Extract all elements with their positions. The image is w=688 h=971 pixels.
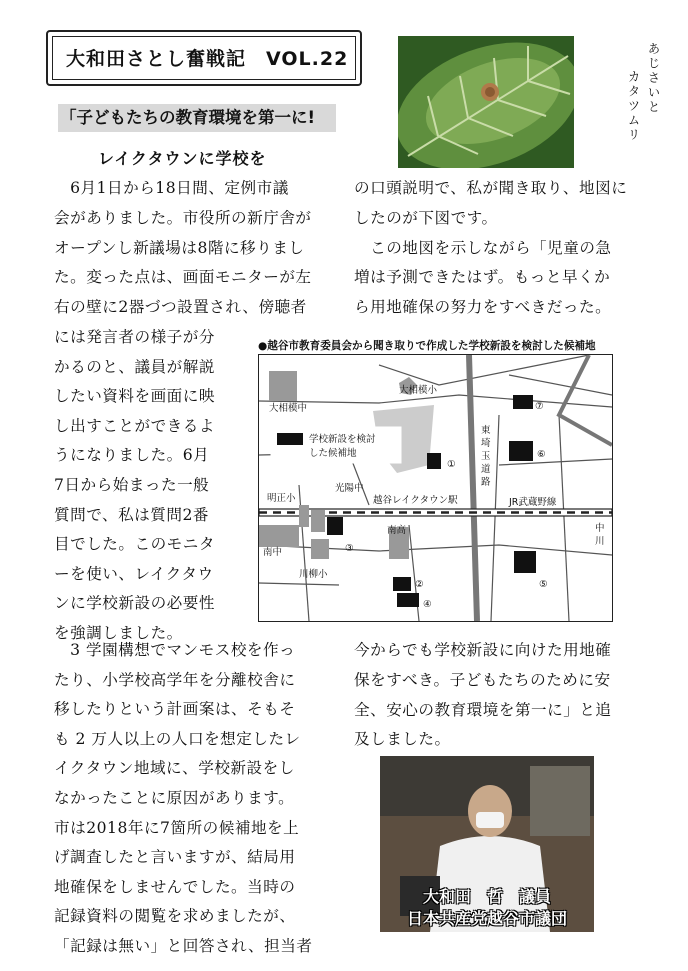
map-label-jr-line: JR武蔵野線	[509, 497, 557, 508]
text-line: オープンし新議場は8階に移りまし	[54, 238, 305, 257]
candidate-number-2: ②	[415, 579, 424, 590]
page-title: 大和田さとし奮戦記 VOL.22	[66, 48, 349, 70]
map-label-minami-chu: 南中	[263, 547, 283, 558]
text-line: には発言者の様子が分	[54, 328, 215, 346]
text-line: し出すことができるよ	[54, 416, 215, 435]
text-line: したのが下図です。	[354, 208, 498, 227]
candidate-2-site	[393, 577, 411, 591]
councilor-photo	[380, 756, 594, 932]
map-label-meisei-sho: 明正小	[267, 493, 296, 504]
text-line: げ調査したと言いますが、結局用	[54, 848, 296, 867]
article-headline: 「子どもたちの教育環境を第一に!	[58, 104, 336, 132]
text-line: 7日から始まった一般	[54, 476, 210, 494]
candidate-6-site	[509, 441, 533, 461]
text-line: 3 学園構想でマンモス校を作っ	[54, 641, 296, 659]
map-label-ohsagami-chu: 大相模中	[269, 403, 308, 414]
candidate-sites-map	[258, 354, 613, 622]
map-title: ●越谷市教育委員会から聞き取りで作成した学校新設を検討した候補地	[258, 340, 596, 352]
road-label-char: 埼	[481, 438, 491, 449]
text-line: この地図を示しながら「児童の急	[354, 238, 612, 257]
candidate-number-6: ⑥	[537, 449, 546, 460]
map-label-ohsagami-sho: 大相模小	[399, 385, 438, 396]
text-line: ら用地確保の努力をすべきだった。	[354, 298, 612, 317]
candidate-number-3: ③	[345, 543, 354, 554]
text-line: 増は予測できたはず。もっと早くか	[354, 268, 611, 287]
text-line: 及しました。	[354, 730, 451, 749]
road-label-char: 路	[481, 477, 491, 488]
candidate-3-site	[327, 517, 343, 535]
text-line: ンに学校新設の必要性	[54, 594, 215, 613]
nakagawa-label-char: 中	[595, 523, 605, 534]
text-line: 「記録は無い」と回答され、担当者	[54, 937, 313, 955]
text-line: 市は2018年に7箇所の候補地を上	[54, 818, 300, 837]
text-line: 右の壁に2器づつ設置され、傍聴者	[54, 298, 307, 317]
candidate-5-site	[514, 551, 536, 573]
road-label-char: 東	[481, 425, 491, 436]
text-line: を強調しました。	[54, 624, 183, 642]
caption-line-2: カタツムリ	[626, 70, 641, 143]
map-label-kawayanagi-sho: 川柳小	[299, 569, 328, 580]
text-line: ーを使い、レイクタウ	[54, 564, 214, 583]
text-line: 移したりという計画案は、そもそ	[54, 700, 296, 719]
text-line: 目でした。このモニタ	[54, 535, 215, 554]
text-line: イクタウン地域に、学校新設をし	[54, 759, 295, 778]
text-line: 今からでも学校新設に向けた用地確	[354, 641, 612, 659]
photo-caption	[612, 42, 662, 162]
hydrangea-snail-photo	[398, 36, 574, 168]
councilor-party: 日本共産党越谷市議団	[406, 909, 567, 928]
candidate-7-site	[513, 395, 533, 409]
text-line: 6月1日から18日間、定例市議	[54, 179, 289, 197]
map-legend-line-1: 学校新設を検討	[309, 434, 376, 445]
text-line: 記録資料の閲覧を求めましたが、	[54, 907, 296, 926]
text-line: たり、小学校高学年を分離校舎に	[54, 670, 296, 689]
text-line: 会がありました。市役所の新庁舎が	[54, 208, 312, 227]
candidate-number-1: ①	[447, 459, 456, 470]
text-line: かるのと、議員が解説	[54, 357, 215, 376]
nakagawa-label-char: 川	[595, 536, 605, 547]
text-line: の口頭説明で、私が聞き取り、地図に	[354, 179, 628, 197]
road-label-char: 道	[481, 464, 491, 475]
map-label-kouyou-chu: 光陽中	[335, 483, 364, 494]
article-subheadline: レイクタウンに学校を	[98, 149, 267, 168]
text-line: なかったことに原因があります。	[54, 789, 295, 807]
text-line: したい資料を画面に映	[54, 387, 215, 406]
candidate-number-7: ⑦	[535, 401, 544, 412]
text-line: 地確保をしませんでした。当時の	[54, 877, 296, 896]
candidate-number-4: ④	[423, 599, 432, 610]
text-line: うになりました。6月	[54, 446, 210, 465]
candidate-4-site	[397, 593, 419, 607]
text-line: も 2 万人以上の人口を想定したレ	[54, 729, 301, 748]
text-line: 保をすべき。子どもたちのために安	[354, 670, 611, 689]
text-line: た。変った点は、画面モニターが左	[54, 268, 312, 287]
map-label-station: 越谷レイクタウン駅	[373, 495, 458, 506]
text-line: 質問で、私は質問2番	[54, 505, 209, 524]
map-label-nakagawa	[595, 522, 605, 547]
candidate-1-site	[427, 453, 441, 469]
caption-line-1: あじさいと	[646, 42, 661, 115]
map-legend-line-2: した候補地	[309, 448, 357, 459]
councilor-name: 大和田 哲 議員	[422, 887, 551, 906]
map-label-nankou: 南高	[387, 525, 407, 536]
road-label-char: 玉	[481, 451, 491, 462]
text-line: 全、安心の教育環境を第一に」と追	[354, 700, 612, 719]
candidate-number-5: ⑤	[539, 579, 548, 590]
map-label-higashi-saitama-road	[481, 424, 491, 488]
